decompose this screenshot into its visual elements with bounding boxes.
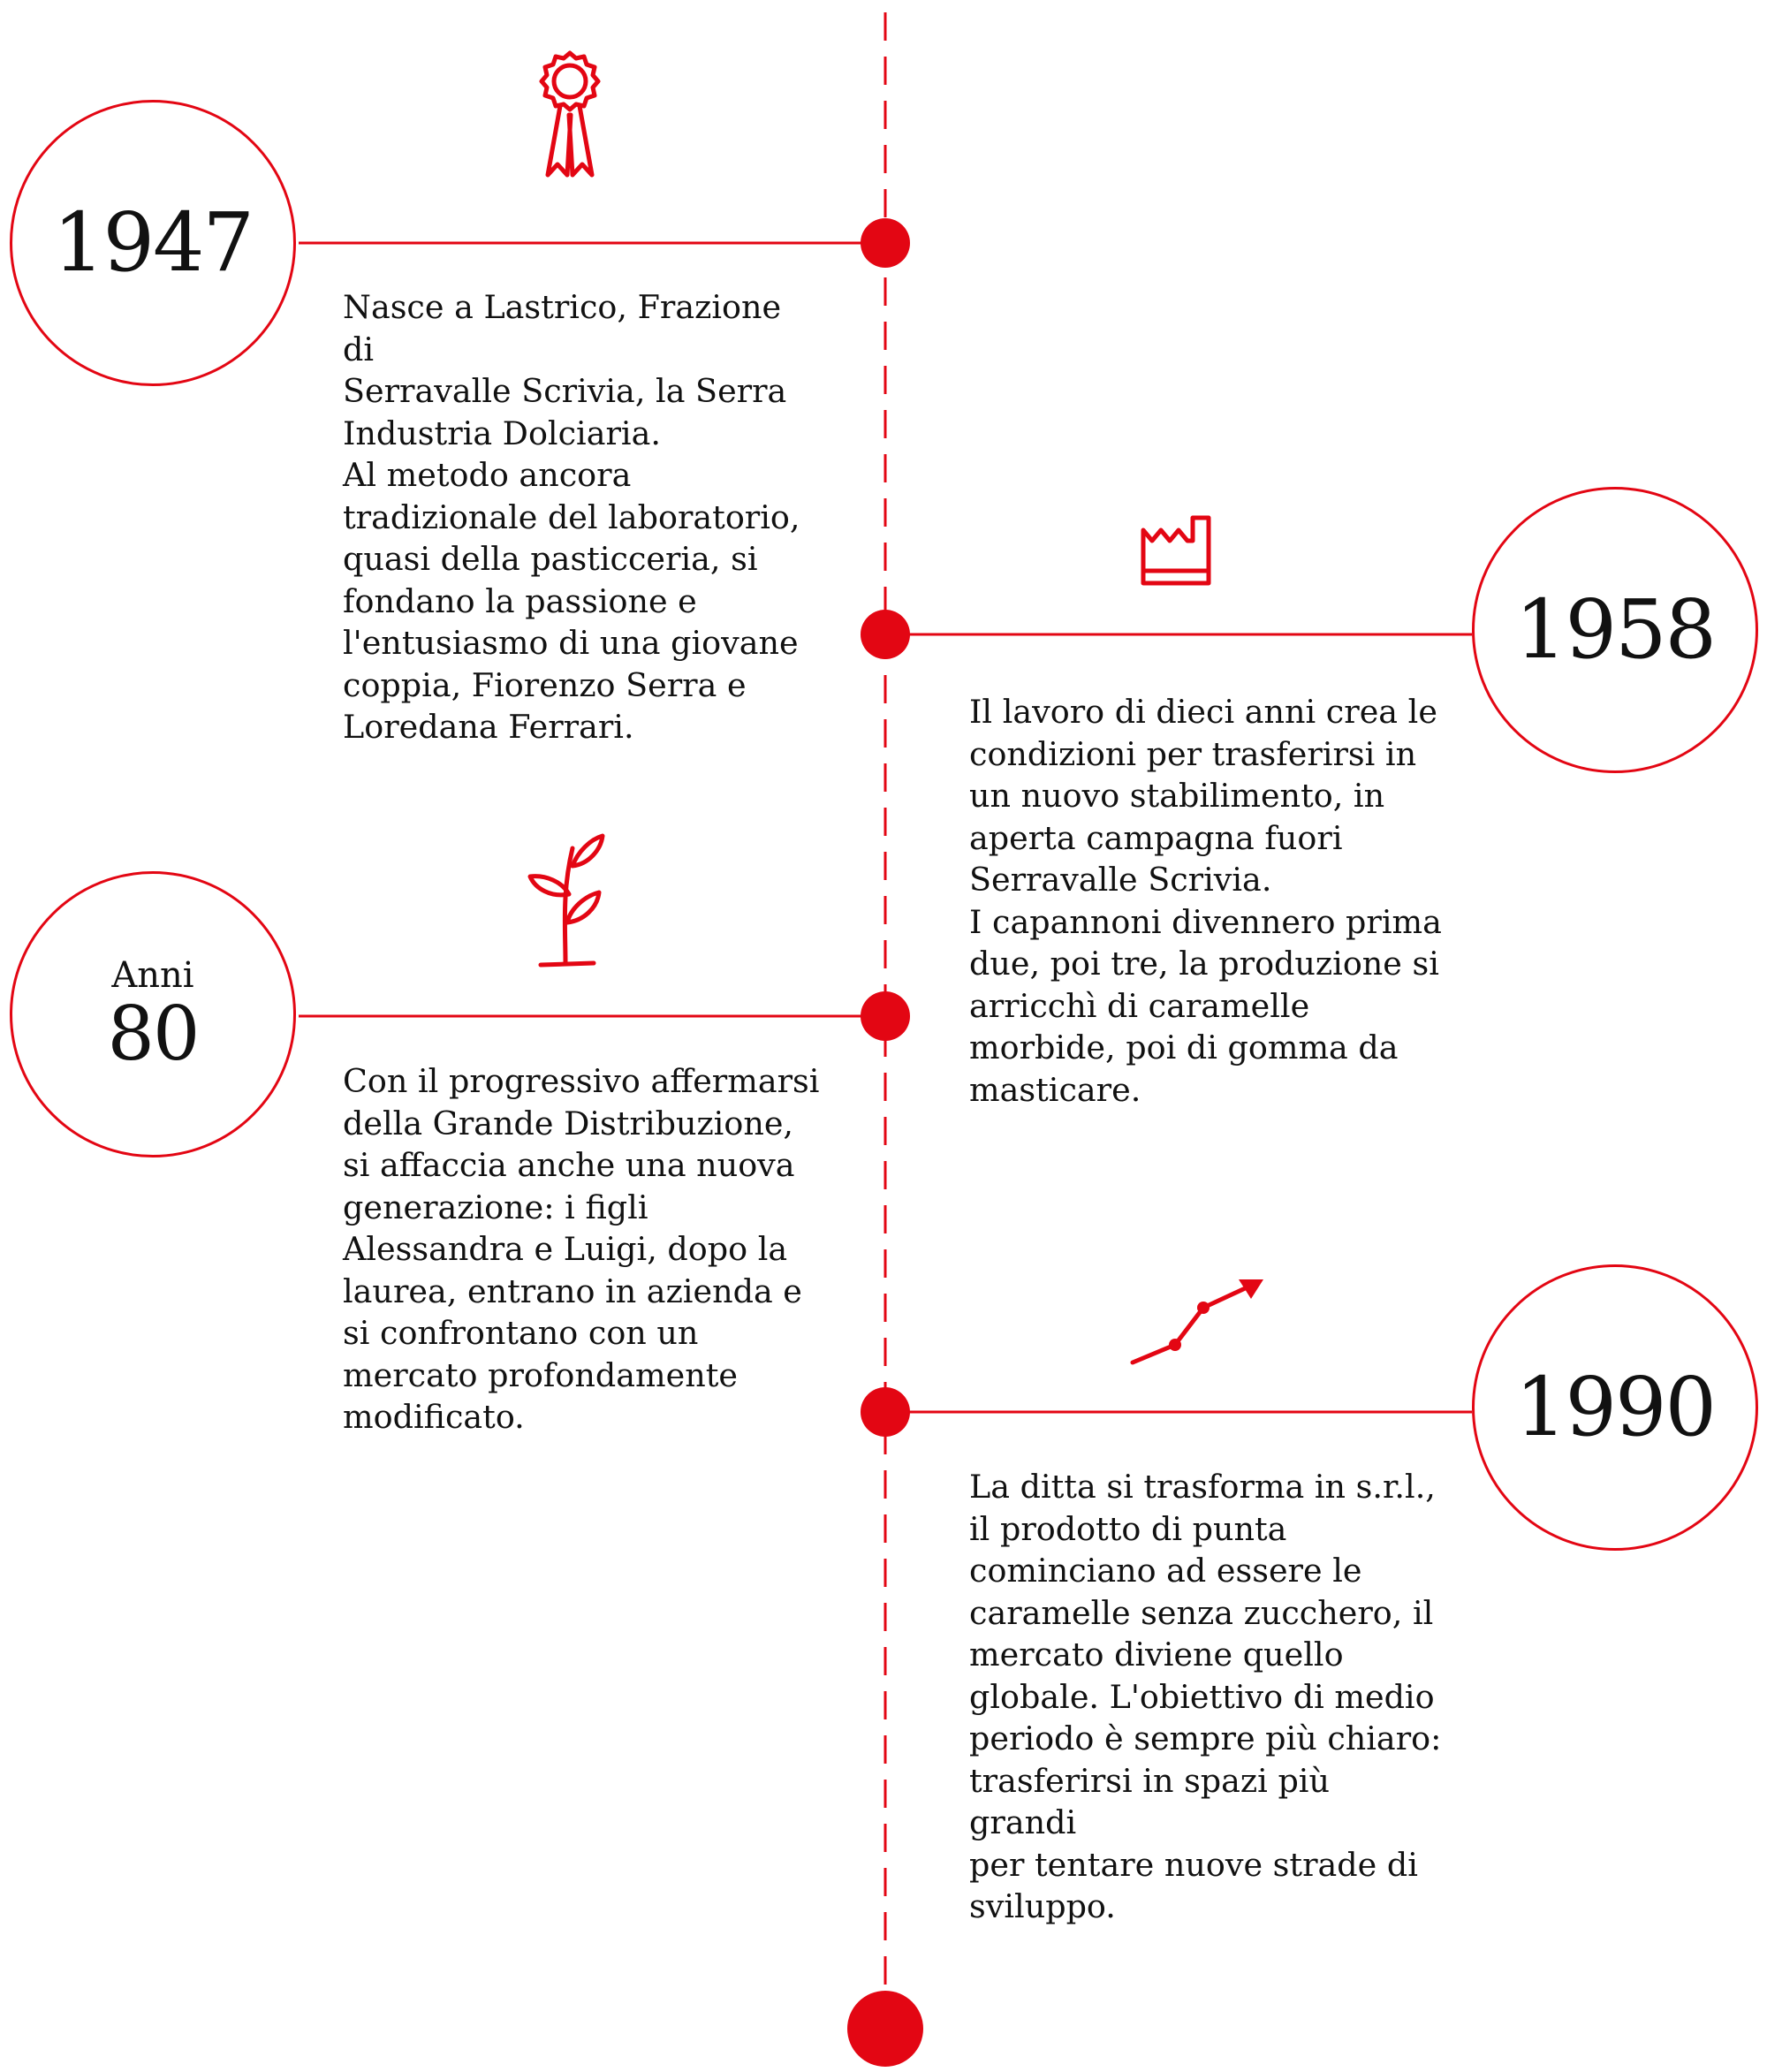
year-prefix-label: Anni [111,955,194,996]
year-label: 1958 [1514,582,1716,677]
rosette-ribbon-icon [534,49,606,182]
year-label: 80 [107,990,199,1077]
event-description-1990: La ditta si trasforma in s.r.l., il prodotto di punta cominciano ad essere le caramelle senza zucchero, il mercato diviene quello globale. L'obiettivo di medio periodo è sempre più chiaro: trasferirsi in spazi più grandi per tentare nuove strade di sviluppo. [969,1468,1442,1925]
event-description-1958: Il lavoro di dieci anni crea le condizioni per trasferirsi in un nuovo stabilimento, in aperta campagna fuori Serravalle Scrivia. I capannoni divennero prima due, poi tre, la produzione si arricchì di caramelle morbide, poi di gomma da masticare. [969,693,1442,1109]
sprout-plant-icon [527,831,606,970]
factory-icon [1140,514,1214,587]
timeline-dot-anni-80 [861,991,910,1041]
timeline-dot-1990 [861,1387,910,1437]
growth-arrow-icon [1127,1272,1265,1368]
year-label: 1947 [52,195,254,290]
year-circle-anni-80 [10,871,296,1157]
year-circle-1947 [10,100,296,386]
year-label: 1990 [1514,1360,1716,1454]
event-description-1947: Nasce a Lastrico, Frazione di Serravalle Scrivia, la Serra Industria Dolciaria. Al metodo ancora tradizionale del laboratorio, quasi della pasticceria, si fondano la passione e l'entusiasmo di una giovane coppia, Fiorenzo Serra e Loredana Ferrari. [343,288,800,746]
event-description-anni-80: Con il progressivo affermarsi della Grande Distribuzione, si affaccia anche una nuova generazione: i figli Alessandra e Luigi, dopo la laurea, entrano in azienda e si confrontano con un mercato profondamente modificato. [343,1062,820,1436]
year-circle-1990 [1472,1264,1758,1551]
timeline-dot-1947 [861,218,910,268]
year-circle-1958 [1472,487,1758,773]
timeline-dot-1958 [861,610,910,659]
timeline-end-dot [847,1991,923,2067]
